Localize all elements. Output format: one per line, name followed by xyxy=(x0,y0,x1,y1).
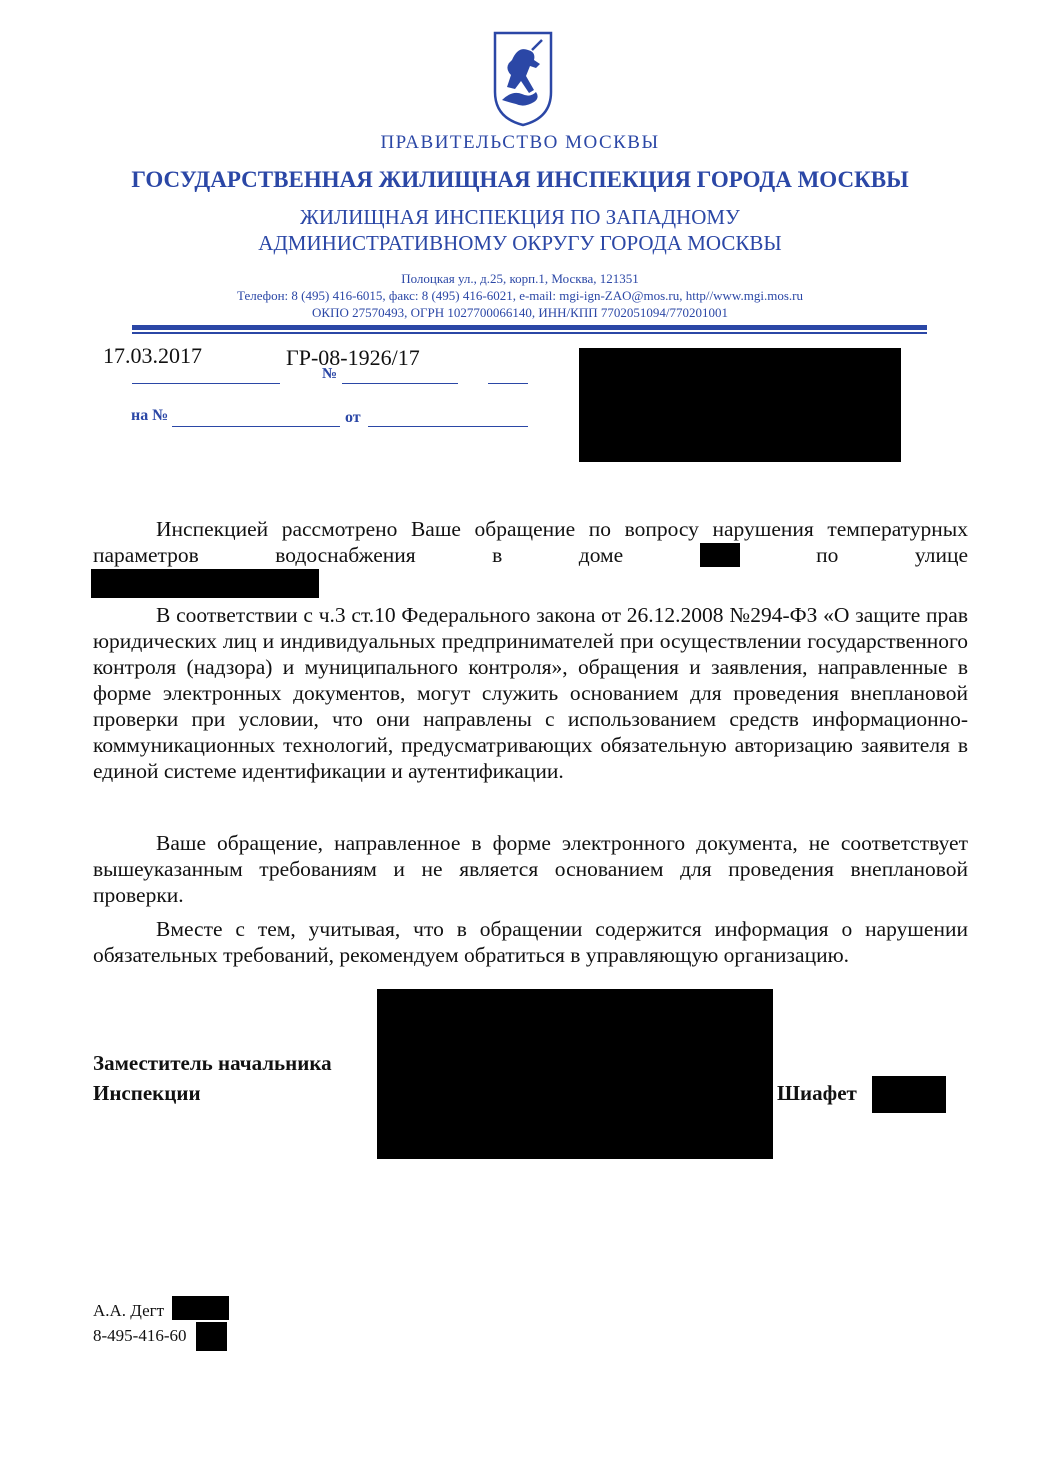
registry-line: ОКПО 27570493, ОГРН 1027700066140, ИНН/КПП 7702051094/770201001 xyxy=(312,305,728,320)
paragraph-1 xyxy=(93,516,968,568)
moscow-coat-of-arms-emblem xyxy=(492,30,554,128)
paragraph-4: Вместе с тем, учитывая, что в обращении содержится информация о нарушении обязательных требований, рекомендуем обратиться в управляющую организацию. xyxy=(93,917,968,967)
department-line-1: ЖИЛИЩНАЯ ИНСПЕКЦИЯ ПО ЗАПАДНОМУ xyxy=(300,205,740,229)
header-divider-thick xyxy=(132,325,927,330)
paragraph-2: В соответствии с ч.3 ст.10 Федерального закона от 26.12.2008 №294-ФЗ «О защите прав юридических лиц и индивидуальных предпринимателей при осуществлении государственного контроля (надзора) и муниципального контроля», обращения и заявления, направленные в форме электронных документов, могут служить основанием для проведения внеплановой проверки при условии, что они направлены с использованием средств информационно-коммуникационных технологий, предусматривающих обязательную авторизацию заявителя в единой системе идентификации и аутентификации. xyxy=(93,603,968,783)
reference-date-label: от xyxy=(345,409,361,426)
department-title xyxy=(0,204,1040,256)
redacted-house-number xyxy=(700,543,740,567)
letter-date: 17.03.2017 xyxy=(103,343,202,368)
redacted-executor-phone xyxy=(196,1322,227,1351)
redacted-signatory-surname xyxy=(872,1076,946,1113)
phones-line: Телефон: 8 (495) 416-6015, факс: 8 (495) 416-6021, e-mail: mgi-ign-ZAO@mos.ru, http//www.mgi.mos.ru xyxy=(237,288,803,303)
redacted-executor-surname xyxy=(172,1296,229,1320)
address-line: Полоцкая ул., д.25, корп.1, Москва, 121351 xyxy=(401,271,639,286)
signatory-name: Шиафет xyxy=(777,1081,857,1105)
reference-number-label: на № xyxy=(131,407,169,424)
executor-phone: 8-495-416-60 xyxy=(93,1326,187,1345)
signatory-title-line-1: Заместитель начальника xyxy=(93,1051,332,1075)
contacts-block xyxy=(0,270,1040,321)
number-underline xyxy=(342,383,458,384)
government-title: ПРАВИТЕЛЬСТВО МОСКВЫ xyxy=(380,132,660,153)
redacted-recipient xyxy=(579,348,901,462)
signatory-title xyxy=(93,1048,332,1108)
number-sign: № xyxy=(322,366,338,382)
reference-number-line xyxy=(172,426,340,427)
paragraph-1-text-a: Инспекцией рассмотрено Ваше обращение по вопросу нарушения температурных параметров водоснабжения в доме xyxy=(93,517,968,567)
paragraph-1-text-b: по улице xyxy=(816,543,968,567)
redacted-street-name xyxy=(91,569,319,598)
department-line-2: АДМИНИСТРАТИВНОМУ ОКРУГУ ГОРОДА МОСКВЫ xyxy=(258,231,782,255)
reference-date-line xyxy=(368,426,528,427)
inspection-title: ГОСУДАРСТВЕННАЯ ЖИЛИЩНАЯ ИНСПЕКЦИЯ ГОРОДА МОСКВЫ xyxy=(131,167,909,192)
number-underline-tail xyxy=(488,383,528,384)
letter-number: ГР-08-1926/17 xyxy=(286,345,420,370)
header-divider-thin xyxy=(132,332,927,334)
paragraph-1-text xyxy=(93,516,968,568)
paragraph-3: Ваше обращение, направленное в форме электронного документа, не соответствует вышеуказанным требованиям и не является основанием для проведения внеплановой проверки. xyxy=(93,831,968,907)
redacted-signature xyxy=(377,989,773,1159)
signatory-title-line-2: Инспекции xyxy=(93,1081,201,1105)
executor-name: А.А. Дегт xyxy=(93,1301,165,1320)
date-underline xyxy=(132,383,280,384)
